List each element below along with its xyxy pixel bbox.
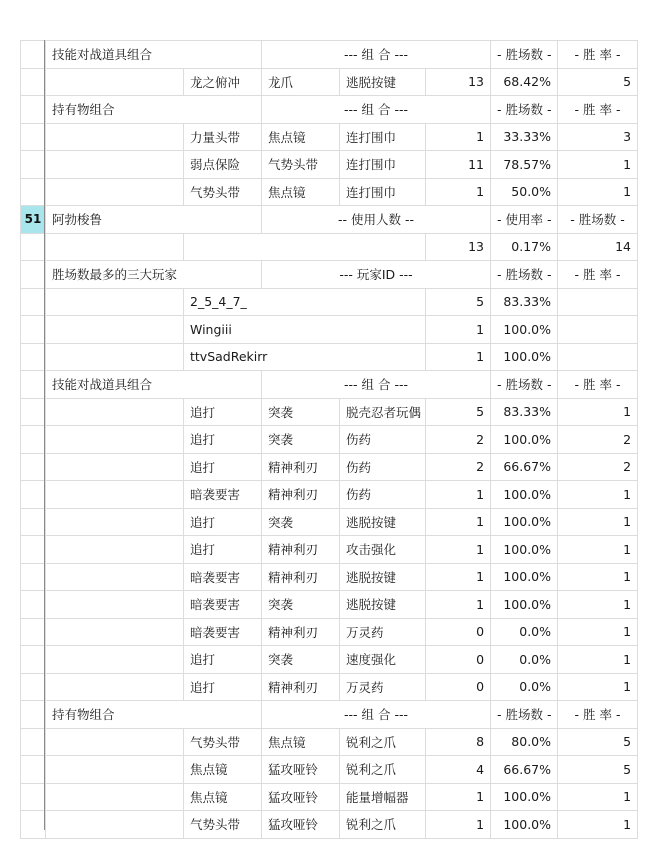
- combo-item-cell[interactable]: 焦点镜: [184, 783, 262, 811]
- win-rate-cell[interactable]: 100.0%: [491, 481, 558, 509]
- win-rate-cell[interactable]: 50.0%: [491, 178, 558, 206]
- combo-item-cell[interactable]: 能量增幅器: [340, 783, 426, 811]
- row-number[interactable]: [21, 398, 46, 426]
- sheet-row: [21, 673, 638, 701]
- sheet-row: [21, 96, 638, 124]
- sheet-row: [21, 371, 638, 399]
- win-rate-cell[interactable]: 100.0%: [491, 316, 558, 344]
- row-number[interactable]: [21, 151, 46, 179]
- wins-cell[interactable]: 5: [426, 288, 491, 316]
- combo-item-cell[interactable]: 追打: [184, 536, 262, 564]
- combo-item-cell[interactable]: 气势头带: [262, 151, 340, 179]
- column-header-cell[interactable]: - 胜 率 -: [558, 261, 638, 289]
- sheet-row: [21, 728, 638, 756]
- row-number[interactable]: [21, 343, 46, 371]
- combo-item-cell[interactable]: 万灵药: [340, 673, 426, 701]
- wins-cell[interactable]: 1: [426, 316, 491, 344]
- win-rate-cell[interactable]: 83.33%: [491, 288, 558, 316]
- cell[interactable]: [46, 811, 184, 839]
- cell[interactable]: [46, 178, 184, 206]
- sheet-row: [21, 563, 638, 591]
- combo-item-cell[interactable]: 猛攻哑铃: [262, 811, 340, 839]
- combo-item-cell[interactable]: 追打: [184, 646, 262, 674]
- group-header-cell[interactable]: -- 使用人数 --: [262, 206, 491, 234]
- combo-item-cell[interactable]: 猛攻哑铃: [262, 783, 340, 811]
- column-header-cell[interactable]: - 胜 率 -: [558, 41, 638, 69]
- wins-cell[interactable]: 11: [426, 151, 491, 179]
- combo-item-cell[interactable]: 气势头带: [184, 178, 262, 206]
- row-number[interactable]: [21, 673, 46, 701]
- sheet-row: [21, 618, 638, 646]
- combo-item-cell[interactable]: 暗袭要害: [184, 618, 262, 646]
- users-count-cell[interactable]: 13: [426, 233, 491, 261]
- cell[interactable]: [46, 536, 184, 564]
- wins-cell[interactable]: 0: [426, 673, 491, 701]
- row-number[interactable]: [21, 701, 46, 729]
- player-id-cell[interactable]: ttvSadRekirr: [184, 343, 426, 371]
- combo-item-cell[interactable]: 气势头带: [184, 728, 262, 756]
- combo-item-cell[interactable]: 弱点保险: [184, 151, 262, 179]
- row-number[interactable]: [21, 811, 46, 839]
- combo-item-cell[interactable]: 逃脱按键: [340, 591, 426, 619]
- users-cell[interactable]: 1: [558, 536, 638, 564]
- sheet-row: [21, 811, 638, 839]
- users-cell[interactable]: 5: [558, 756, 638, 784]
- sheet-row: [21, 261, 638, 289]
- cell[interactable]: [184, 233, 426, 261]
- column-header-cell[interactable]: - 使用率 -: [491, 206, 558, 234]
- combo-item-cell[interactable]: 伤药: [340, 426, 426, 454]
- combo-item-cell[interactable]: 追打: [184, 398, 262, 426]
- wins-cell[interactable]: 0: [426, 618, 491, 646]
- section-title-cell[interactable]: 技能对战道具组合: [46, 371, 184, 399]
- cell[interactable]: [46, 453, 184, 481]
- combo-item-cell[interactable]: 气势头带: [184, 811, 262, 839]
- sheet-row: [21, 343, 638, 371]
- combo-item-cell[interactable]: 追打: [184, 673, 262, 701]
- wins-cell[interactable]: 1: [426, 178, 491, 206]
- combo-item-cell[interactable]: 突袭: [262, 646, 340, 674]
- combo-item-cell[interactable]: 突袭: [262, 508, 340, 536]
- combo-item-cell[interactable]: 万灵药: [340, 618, 426, 646]
- win-rate-cell[interactable]: 100.0%: [491, 343, 558, 371]
- row-number[interactable]: [21, 481, 46, 509]
- sheet-row: [21, 123, 638, 151]
- group-header-cell[interactable]: --- 组 合 ---: [262, 701, 491, 729]
- player-id-cell[interactable]: Wingiii: [184, 316, 426, 344]
- row-number[interactable]: [21, 563, 46, 591]
- users-cell[interactable]: 1: [558, 673, 638, 701]
- win-rate-cell[interactable]: 0.0%: [491, 673, 558, 701]
- win-rate-cell[interactable]: 0.0%: [491, 646, 558, 674]
- combo-item-cell[interactable]: 追打: [184, 426, 262, 454]
- wins-cell[interactable]: 2: [426, 453, 491, 481]
- combo-item-cell[interactable]: 精神利刃: [262, 481, 340, 509]
- cell[interactable]: [46, 563, 184, 591]
- sheet-row: [21, 536, 638, 564]
- wins-cell[interactable]: 1: [426, 123, 491, 151]
- combo-item-cell[interactable]: 龙爪: [262, 68, 340, 96]
- users-cell[interactable]: 1: [558, 563, 638, 591]
- combo-item-cell[interactable]: 猛攻哑铃: [262, 756, 340, 784]
- combo-item-cell[interactable]: 逃脱按键: [340, 563, 426, 591]
- combo-item-cell[interactable]: 焦点镜: [262, 728, 340, 756]
- column-header-cell[interactable]: - 胜 率 -: [558, 701, 638, 729]
- wins-cell[interactable]: 8: [426, 728, 491, 756]
- combo-item-cell[interactable]: 焦点镜: [262, 123, 340, 151]
- row-number[interactable]: [21, 646, 46, 674]
- row-number[interactable]: [21, 453, 46, 481]
- row-number[interactable]: [21, 123, 46, 151]
- combo-item-cell[interactable]: 攻击强化: [340, 536, 426, 564]
- combo-item-cell[interactable]: 追打: [184, 453, 262, 481]
- combo-item-cell[interactable]: 逃脱按键: [340, 508, 426, 536]
- combo-item-cell[interactable]: 暗袭要害: [184, 591, 262, 619]
- combo-item-cell[interactable]: 连打围巾: [340, 151, 426, 179]
- combo-item-cell[interactable]: 龙之俯冲: [184, 68, 262, 96]
- cell[interactable]: [184, 701, 262, 729]
- sheet-row: [21, 233, 638, 261]
- row-number[interactable]: [21, 261, 46, 289]
- users-cell[interactable]: 5: [558, 728, 638, 756]
- combo-item-cell[interactable]: 连打围巾: [340, 178, 426, 206]
- sheet-row: [21, 591, 638, 619]
- sheet-row: [21, 508, 638, 536]
- users-cell[interactable]: 1: [558, 618, 638, 646]
- users-cell[interactable]: 2: [558, 426, 638, 454]
- users-cell[interactable]: 1: [558, 646, 638, 674]
- sheet-row: [21, 646, 638, 674]
- users-cell[interactable]: 3: [558, 123, 638, 151]
- cell[interactable]: [558, 316, 638, 344]
- column-header-cell[interactable]: - 胜 率 -: [558, 96, 638, 124]
- cell[interactable]: [46, 646, 184, 674]
- row-number[interactable]: [21, 508, 46, 536]
- wins-cell[interactable]: 13: [426, 68, 491, 96]
- row-number[interactable]: [21, 783, 46, 811]
- cell[interactable]: [558, 288, 638, 316]
- sheet-row: [21, 178, 638, 206]
- users-cell[interactable]: 1: [558, 151, 638, 179]
- wins-cell[interactable]: 0: [426, 646, 491, 674]
- row-number[interactable]: [21, 756, 46, 784]
- sheet-row: [21, 783, 638, 811]
- wins-cell[interactable]: 1: [426, 563, 491, 591]
- wins-cell[interactable]: 5: [426, 398, 491, 426]
- combo-item-cell[interactable]: 锐利之爪: [340, 756, 426, 784]
- win-rate-cell[interactable]: 100.0%: [491, 426, 558, 454]
- sheet-row: [21, 426, 638, 454]
- users-cell[interactable]: 1: [558, 398, 638, 426]
- row-number[interactable]: [21, 618, 46, 646]
- wins-cell[interactable]: 2: [426, 426, 491, 454]
- usage-rate-cell[interactable]: 0.17%: [491, 233, 558, 261]
- combo-item-cell[interactable]: 精神利刃: [262, 536, 340, 564]
- row-number[interactable]: [21, 96, 46, 124]
- row-number[interactable]: [21, 426, 46, 454]
- win-rate-cell[interactable]: 80.0%: [491, 728, 558, 756]
- combo-item-cell[interactable]: 速度强化: [340, 646, 426, 674]
- section-title-cell[interactable]: 胜场数最多的三大玩家: [46, 261, 184, 289]
- section-title-cell[interactable]: 持有物组合: [46, 701, 184, 729]
- group-header-cell[interactable]: --- 组 合 ---: [262, 96, 491, 124]
- users-cell[interactable]: 5: [558, 68, 638, 96]
- win-rate-cell[interactable]: 100.0%: [491, 591, 558, 619]
- sheet-row: [21, 453, 638, 481]
- combo-item-cell[interactable]: 突袭: [262, 591, 340, 619]
- cell[interactable]: [46, 288, 184, 316]
- cell[interactable]: [184, 261, 262, 289]
- row-number[interactable]: [21, 288, 46, 316]
- group-header-cell[interactable]: --- 玩家ID ---: [262, 261, 491, 289]
- combo-item-cell[interactable]: 精神利刃: [262, 618, 340, 646]
- cell[interactable]: [46, 68, 184, 96]
- wins-cell[interactable]: 4: [426, 756, 491, 784]
- combo-item-cell[interactable]: 焦点镜: [184, 756, 262, 784]
- win-rate-cell[interactable]: 66.67%: [491, 453, 558, 481]
- users-cell[interactable]: 1: [558, 481, 638, 509]
- combo-item-cell[interactable]: 追打: [184, 508, 262, 536]
- combo-item-cell[interactable]: 锐利之爪: [340, 728, 426, 756]
- users-cell[interactable]: 1: [558, 591, 638, 619]
- cell[interactable]: [46, 618, 184, 646]
- section-title-cell[interactable]: 技能对战道具组合: [46, 41, 184, 69]
- users-cell[interactable]: 2: [558, 453, 638, 481]
- cell[interactable]: [184, 41, 262, 69]
- row-number[interactable]: [21, 41, 46, 69]
- cell[interactable]: [46, 673, 184, 701]
- row-number[interactable]: [21, 68, 46, 96]
- column-header-cell[interactable]: - 胜场数 -: [491, 261, 558, 289]
- combo-item-cell[interactable]: 脱壳忍者玩偶: [340, 398, 426, 426]
- wins-cell[interactable]: 1: [426, 481, 491, 509]
- win-rate-cell[interactable]: 100.0%: [491, 783, 558, 811]
- win-rate-cell[interactable]: 68.42%: [491, 68, 558, 96]
- sheet-row: [21, 316, 638, 344]
- row-number[interactable]: [21, 371, 46, 399]
- section-title-cell[interactable]: 持有物组合: [46, 96, 184, 124]
- cell[interactable]: [46, 591, 184, 619]
- row-number[interactable]: 51: [21, 206, 46, 234]
- win-rate-cell[interactable]: 33.33%: [491, 123, 558, 151]
- combo-item-cell[interactable]: 突袭: [262, 398, 340, 426]
- win-rate-cell[interactable]: 100.0%: [491, 563, 558, 591]
- combo-item-cell[interactable]: 伤药: [340, 453, 426, 481]
- win-rate-cell[interactable]: 100.0%: [491, 536, 558, 564]
- combo-item-cell[interactable]: 伤药: [340, 481, 426, 509]
- combo-item-cell[interactable]: 锐利之爪: [340, 811, 426, 839]
- player-id-cell[interactable]: 2_5_4_7_: [184, 288, 426, 316]
- win-rate-cell[interactable]: 100.0%: [491, 811, 558, 839]
- cell[interactable]: [46, 398, 184, 426]
- sheet-row: [21, 288, 638, 316]
- wins-cell[interactable]: 1: [426, 343, 491, 371]
- cell[interactable]: [184, 206, 262, 234]
- users-cell[interactable]: 1: [558, 178, 638, 206]
- row-number[interactable]: [21, 178, 46, 206]
- users-cell[interactable]: 1: [558, 508, 638, 536]
- sheet-row: [21, 701, 638, 729]
- combo-item-cell[interactable]: 力量头带: [184, 123, 262, 151]
- cell[interactable]: [184, 96, 262, 124]
- wins-cell[interactable]: 1: [426, 811, 491, 839]
- row-number[interactable]: [21, 316, 46, 344]
- pokemon-name-cell[interactable]: 阿勃梭鲁: [46, 206, 184, 234]
- wins-cell[interactable]: 1: [426, 508, 491, 536]
- sheet-row: [21, 41, 638, 69]
- row-number[interactable]: [21, 536, 46, 564]
- combo-item-cell[interactable]: 暗袭要害: [184, 563, 262, 591]
- sheet-row: [21, 481, 638, 509]
- cell[interactable]: [46, 123, 184, 151]
- combo-item-cell[interactable]: 焦点镜: [262, 178, 340, 206]
- wins-cell[interactable]: 1: [426, 536, 491, 564]
- cell[interactable]: [46, 756, 184, 784]
- combo-item-cell[interactable]: 突袭: [262, 426, 340, 454]
- cell[interactable]: [46, 151, 184, 179]
- wins-cell[interactable]: 14: [558, 233, 638, 261]
- users-cell[interactable]: 1: [558, 811, 638, 839]
- sheet-row: [21, 398, 638, 426]
- column-header-cell[interactable]: - 胜场数 -: [491, 371, 558, 399]
- win-rate-cell[interactable]: 66.67%: [491, 756, 558, 784]
- win-rate-cell[interactable]: 78.57%: [491, 151, 558, 179]
- cell[interactable]: [46, 426, 184, 454]
- stats-spreadsheet: [20, 40, 638, 839]
- column-header-cell[interactable]: - 胜场数 -: [558, 206, 638, 234]
- cell[interactable]: [46, 316, 184, 344]
- sheet-row: [21, 756, 638, 784]
- combo-item-cell[interactable]: 暗袭要害: [184, 481, 262, 509]
- cell[interactable]: [46, 343, 184, 371]
- group-header-cell[interactable]: --- 组 合 ---: [262, 41, 491, 69]
- combo-item-cell[interactable]: 逃脱按键: [340, 68, 426, 96]
- win-rate-cell[interactable]: 100.0%: [491, 508, 558, 536]
- cell[interactable]: [46, 783, 184, 811]
- win-rate-cell[interactable]: 83.33%: [491, 398, 558, 426]
- sheet-row: [21, 68, 638, 96]
- column-header-cell[interactable]: - 胜场数 -: [491, 701, 558, 729]
- column-header-cell[interactable]: - 胜场数 -: [491, 96, 558, 124]
- cell[interactable]: [46, 233, 184, 261]
- cell[interactable]: [184, 371, 262, 399]
- sheet-row: [21, 151, 638, 179]
- combo-item-cell[interactable]: 精神利刃: [262, 563, 340, 591]
- wins-cell[interactable]: 1: [426, 783, 491, 811]
- combo-item-cell[interactable]: 连打围巾: [340, 123, 426, 151]
- win-rate-cell[interactable]: 0.0%: [491, 618, 558, 646]
- cell[interactable]: [46, 728, 184, 756]
- group-header-cell[interactable]: --- 组 合 ---: [262, 371, 491, 399]
- cell[interactable]: [46, 481, 184, 509]
- wins-cell[interactable]: 1: [426, 591, 491, 619]
- column-header-cell[interactable]: - 胜场数 -: [491, 41, 558, 69]
- sheet-row: [21, 206, 638, 234]
- users-cell[interactable]: 1: [558, 783, 638, 811]
- cell[interactable]: [46, 508, 184, 536]
- combo-item-cell[interactable]: 精神利刃: [262, 453, 340, 481]
- row-number[interactable]: [21, 728, 46, 756]
- column-header-cell[interactable]: - 胜 率 -: [558, 371, 638, 399]
- row-number[interactable]: [21, 233, 46, 261]
- row-number[interactable]: [21, 591, 46, 619]
- combo-item-cell[interactable]: 精神利刃: [262, 673, 340, 701]
- cell[interactable]: [558, 343, 638, 371]
